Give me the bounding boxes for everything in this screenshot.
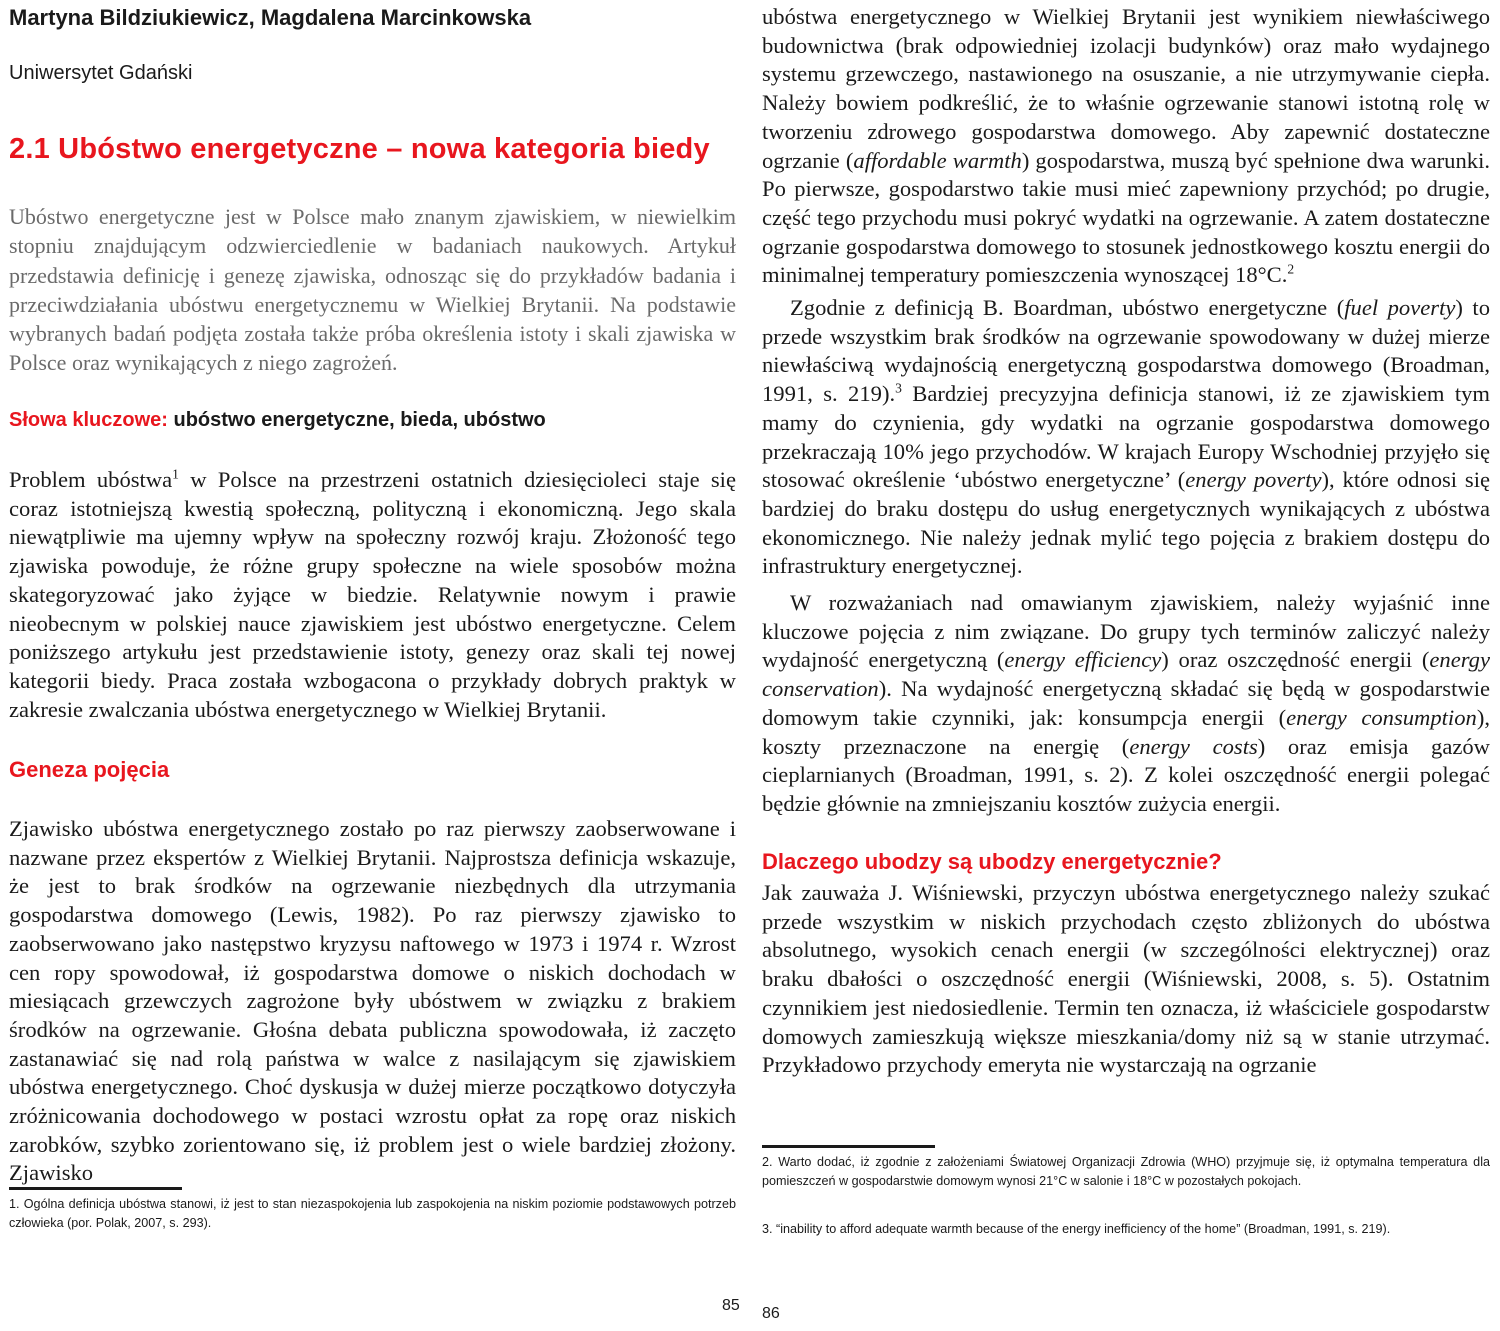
right-paragraph-3: W rozważaniach nad omawianym zjawiskiem, należy wyjaśnić inne kluczowe pojęcia z nim związane. Do grupy tych terminów zaliczyć należy wydajność energetyczną (energy efficiency) oraz oszczędność energii (energy conservation). Na wydajność energetyczną składać się będą w gospodarstwie domowym takie czynniki, jak: konsumpcja energii (energy consumption), koszty przeznaczone na energię (energy costs) oraz emisja gazów cieplarnianych (Broadman, 1991, s. 2). Z kolei oszczędność energii polegać będzie głównie na zmniejszaniu kosztów zużycia energii. <box>762 590 1491 816</box>
heading-dlaczego: Dlaczego ubodzy są ubodzy energetycznie? <box>762 849 1222 874</box>
page-number-85: 85 <box>722 1297 740 1314</box>
footnote-ref-2[interactable]: 2 <box>1287 261 1295 277</box>
geneza-paragraph: Zjawisko ubóstwa energetycznego zostało po raz pierwszy zaobserwowane i nazwane przez ekspertów z Wielkiej Brytanii. Najprostsza definicja wskazuje, że jest to brak środków na ogrzewanie niezbędnych dla utrzymania gospodarstwa domowego (Lewis, 1982). Po raz pierwszy zjawisko to zaobserwowano jako następstwo kryzysu naftowego w 1973 i 1974 r. Wzrost cen ropy spowodował, iż gospodarstwa domowe o niskich dochodach w miesiącach grzewczych zagrożone były ubóstwem w związku z brakiem środków na ogrzewanie. Głośna debata publiczna spowodowała, iż zaczęto zastanawiać się nad rolą państwa w walce z nasilającym się zjawiskiem ubóstwa energetycznego. Choć dyskusja w dużej mierze początkowo dotyczyła zróżnicowania dochodowego w postaci wzrostu opłat za ropę oraz niskich zarobków, szybko zorientowano się, iż problem jest o wiele bardziej złożony. Zjawisko <box>9 816 736 1186</box>
authors: Martyna Bildziukiewicz, Magdalena Marcinkowska <box>9 5 532 30</box>
footnote-2: 2. Warto dodać, iż zgodnie z założeniami Światowej Organizacji Zdrowia (WHO) przyjmuje się, iż optymalna temperatura dla pomieszczeń w gospodarstwie domowym wynosi 21°C w salonie i 18°C w pozostałych pokojach. <box>762 1155 1490 1188</box>
right-paragraph-2: Zgodnie z definicją B. Boardman, ubóstwo energetyczne (fuel poverty) to przede wszystkim brak środków na ogrzewanie spowodowany w dużej mierze niewłaściwą wydajnością energetyczną gospodarstwa domowego (Broadman, 1991, s. 219).$^3$ Bardziej precyzyjna definicja stanowi, iż ze zjawiskiem tym mamy do czynienia, gdy wydatki na ogrzanie gospodarstwa domowego przekraczają 10% jego przychodów. W krajach Europy Wschodniej przyjęło się stosować określenie ‘ubóstwo energetyczne’ (energy poverty), które odnosi się bardziej do braku dostępu do usług energetycznych wynikających z ubóstwa ekonomicznego. Nie należy jednak mylić tego pojęcia z brakiem dostępu do infrastruktury energetycznej. <box>762 295 1490 579</box>
footnote-rule <box>762 1145 935 1148</box>
right-paragraph-4: Jak zauważa J. Wiśniewski, przyczyn ubóstwa energetycznego należy szukać przede wszystkim w niskich przychodach często zbliżonych do ubóstwa absolutnego, wysokich cenach energii (w szczególności elektrycznej) oraz braku dbałości o oszczędność energii (Wiśniewski, 2008, s. 5). Ostatnim czynnikiem jest niedosiedlenie. Termin ten oznacza, iż właściciele gospodarstw domowych zamieszkują większe mieszkania/domy niż są w stanie utrzymać. Przykładowo przychody emeryta nie wystarczają na ogrzanie <box>762 880 1490 1078</box>
footnote-rule <box>9 1187 182 1190</box>
right-paragraph-1: ubóstwa energetycznego w Wielkiej Brytanii jest wynikiem niewłaściwego budownictwa (brak odpowiedniej izolacji budynków) oraz mało wydajnego systemu grzewczego, nastawionego na osuszanie, a nie utrzymywanie ciepła. Należy bowiem podkreślić, że to właśnie ogrzewanie stanowi istotną rolę w tworzeniu zdrowego gospodarstwa domowego. Aby zapewnić dostateczne ogrzanie (affordable warmth) gospodarstwa, muszą być spełnione dwa warunki. Po pierwsze, gospodarstwo takie musi mieć zapewniony przychód; po drugie, część tego przychodu musi pokryć wydatki na ogrzewanie. A zatem dostateczne ogrzanie gospodarstwa domowego to stosunek jednostkowego kosztu energii do minimalnej temperatury pomieszczenia wynoszącej 18°C.$^2$ <box>762 4 1490 288</box>
heading-geneza: Geneza pojęcia <box>9 757 170 782</box>
affiliation: Uniwersytet Gdański <box>9 62 193 84</box>
intro-paragraph: Problem ubóstwa$^1$ w Polsce na przestrzeni ostatnich dziesięcioleci staje się coraz istotniejszą kwestią społeczną, polityczną i ekonomiczną. Jego skala niewątpliwie ma ujemny wpływ na społeczny rozwój kraju. Złożoność tego zjawiska powoduje, że różne grupy społeczne na wiele sposobów można skategoryzować jako żyjące w biedzie. Relatywnie nowym i prawie nieobecnym w polskiej nauce zjawiskiem jest ubóstwo energetyczne. Celem poniższego artykułu jest przedstawienie istoty, genezy oraz skali tej nowej kategorii biedy. Praca została wzbogacona o przykłady dobrych praktyk w zakresie zwalczania ubóstwa energetycznego w Wielkiej Brytanii. <box>9 466 736 722</box>
footnote-3: 3. “inability to afford adequate warmth because of the energy inefficiency of the home” (Broadman, 1991, s. 219). <box>762 1222 1391 1236</box>
keywords <box>9 409 546 432</box>
chapter-title: 2.1 Ubóstwo energetyczne – nowa kategoria biedy <box>9 133 710 165</box>
keywords-label: Słowa kluczowe: <box>9 409 168 431</box>
footnote-ref-3[interactable]: 3 <box>895 380 902 396</box>
page-number-86: 86 <box>762 1305 780 1322</box>
abstract: Ubóstwo energetyczne jest w Polsce mało znanym zjawiskiem, w niewielkim stopniu znajdującym odzwierciedlenie w badaniach naukowych. Artykuł przedstawia definicję i genezę zjawiska, odnosząc się do przykładów badania i przeciwdziałania ubóstwu energetycznemu w Wielkiej Brytanii. Na podstawie wybranych badań podjęta została także próba określenia istoty i skali zjawiska w Polsce oraz wynikających z niego zagrożeń. <box>9 204 736 376</box>
footnote-1: 1. Ogólna definicja ubóstwa stanowi, iż jest to stan niezaspokojenia lub zaspokojenia na niskim poziomie podstawowych potrzeb człowieka (por. Polak, 2007, s. 293). <box>9 1197 736 1230</box>
keywords-list: ubóstwo energetyczne, bieda, ubóstwo <box>173 409 546 431</box>
footnote-ref-1[interactable]: 1 <box>172 466 179 482</box>
